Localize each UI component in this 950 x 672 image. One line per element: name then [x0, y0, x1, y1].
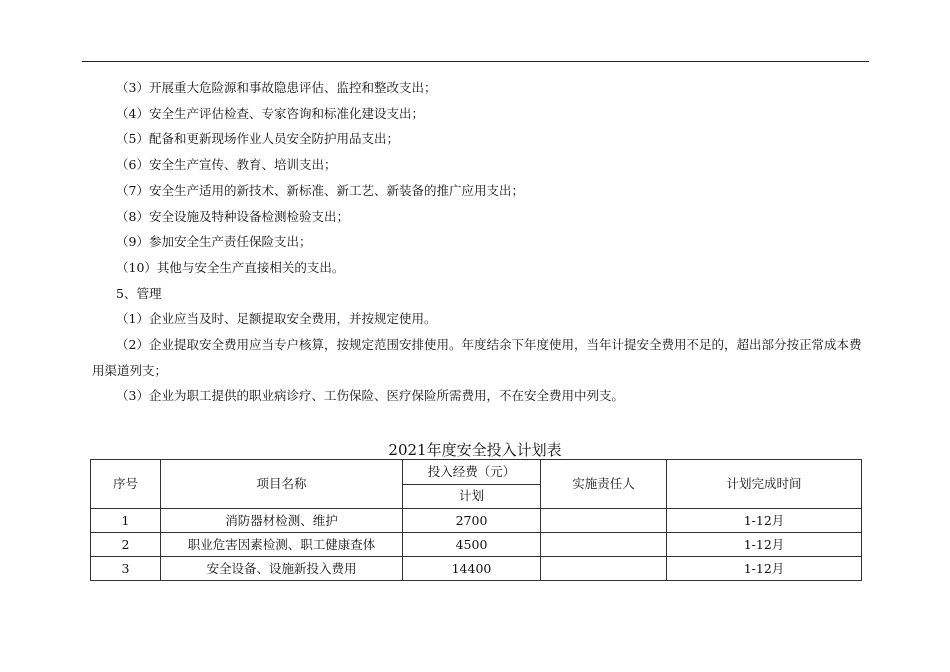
paragraph: （3）开展重大危险源和事故隐患评估、监控和整改支出；	[116, 80, 437, 95]
paragraph: （8）安全设施及特种设备检测检验支出；	[116, 208, 349, 224]
cell-owner	[541, 557, 667, 581]
paragraph: （7）安全生产适用的新技术、新标准、新工艺、新装备的推广应用支出；	[116, 182, 524, 198]
header-rule	[82, 61, 869, 62]
cell-owner	[541, 509, 667, 533]
table-header-row	[91, 460, 862, 485]
body-text	[92, 75, 869, 409]
paragraph: （4）安全生产评估检查、专家咨询和标准化建设支出；	[116, 105, 424, 121]
cell-seq: 2	[91, 533, 161, 557]
paragraph: （9）参加安全生产责任保险支出；	[116, 234, 312, 250]
table-row	[91, 509, 862, 533]
paragraph: （6）安全生产宣传、教育、培训支出；	[116, 157, 337, 173]
section-heading: 5、管理	[116, 285, 162, 301]
cell-seq: 3	[91, 557, 161, 581]
table-row	[91, 557, 862, 581]
cell-name: 消防器材检测、维护	[161, 509, 403, 533]
cell-name: 职业危害因素检测、职工健康查体	[161, 533, 403, 557]
cell-time: 1-12月	[667, 533, 862, 557]
paragraph: （3）企业为职工提供的职业病诊疗、工伤保险、医疗保险所需费用，不在安全费用中列支。	[116, 388, 624, 404]
col-header-seq: 序号	[91, 460, 161, 509]
cell-time: 1-12月	[667, 509, 862, 533]
cell-name: 安全设备、设施新投入费用	[161, 557, 403, 581]
col-header-time: 计划完成时间	[667, 460, 862, 509]
paragraph: （10）其他与安全生产直接相关的支出。	[116, 259, 345, 275]
cell-plan: 2700	[403, 509, 541, 533]
paragraph: （5）配备和更新现场作业人员安全防护用品支出；	[116, 131, 399, 147]
cell-owner	[541, 533, 667, 557]
col-header-plan: 计划	[403, 484, 541, 509]
cell-plan: 14400	[403, 557, 541, 581]
paragraph: （2）企业提取安全费用应当专户核算，按规定范围安排使用。年度结余下年度使用，当年计提安全费用不足的，超出部分按正常成本费用渠道列支；	[92, 337, 862, 378]
cell-plan: 4500	[403, 533, 541, 557]
paragraph: （1）企业应当及时、足额提取安全费用，并按规定使用。	[116, 311, 437, 327]
table-row	[91, 533, 862, 557]
col-header-funding: 投入经费（元）	[403, 460, 541, 485]
table-title: 2021年度安全投入计划表	[388, 441, 562, 459]
cell-seq: 1	[91, 509, 161, 533]
investment-plan-table	[90, 459, 862, 581]
cell-time: 1-12月	[667, 557, 862, 581]
col-header-name: 项目名称	[161, 460, 403, 509]
col-header-owner: 实施责任人	[541, 460, 667, 509]
